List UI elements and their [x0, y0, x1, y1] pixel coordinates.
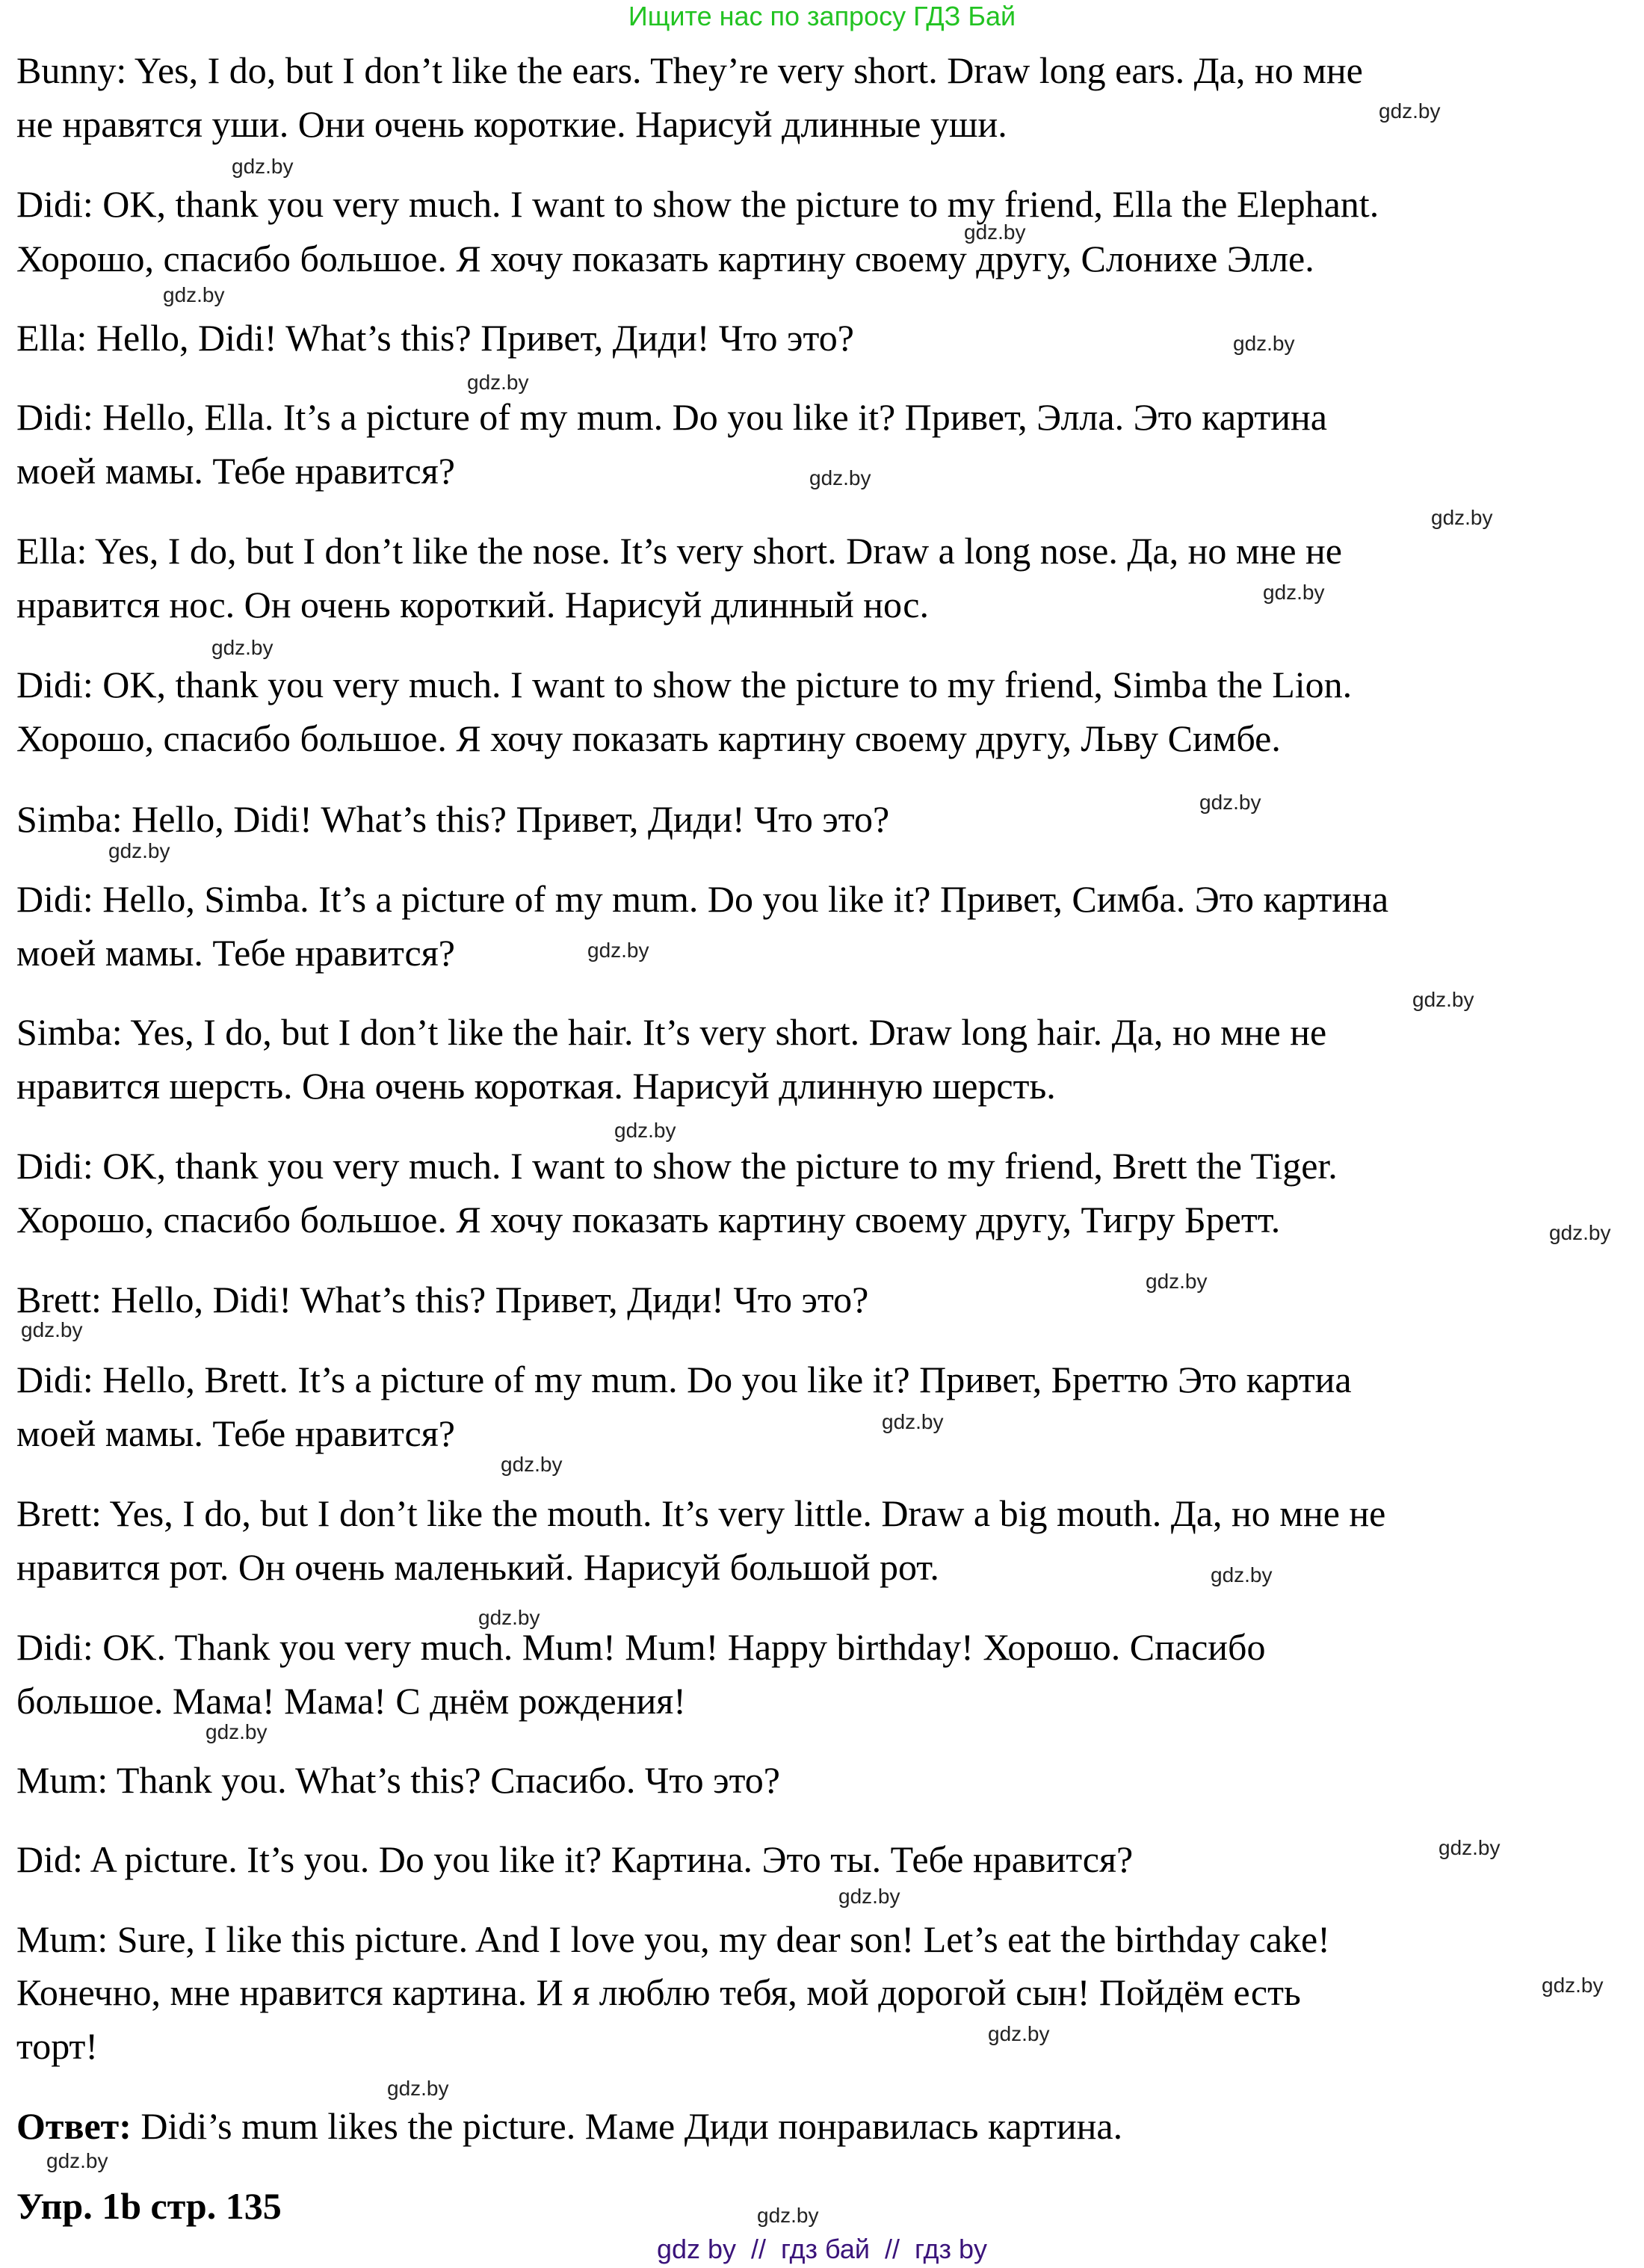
text-line: Simba: Hello, Didi! What’s this? Привет, Диди! Что это?: [16, 798, 890, 840]
answer-line: [16, 2104, 1122, 2148]
watermark: gdz.by: [478, 1606, 540, 1629]
text-line: Mum: Thank you. What’s this? Спасибо. Что это?: [16, 1759, 780, 1801]
text-line: Didi: Hello, Ella. It’s a picture of my mum. Do you like it? Привет, Элла. Это картина: [16, 396, 1327, 438]
text-line: торт!: [16, 2025, 99, 2067]
watermark: gdz.by: [838, 1885, 900, 1908]
text-line: нравится нос. Он очень короткий. Нарисуй длинный нос.: [16, 584, 929, 625]
watermark: gdz.by: [1146, 1270, 1208, 1293]
text-line: Didi: OK. Thank you very much. Mum! Mum! Happy birthday! Хорошо. Спасибо: [16, 1626, 1266, 1668]
text-line: Simba: Yes, I do, but I don’t like the hair. It’s very short. Draw long hair. Да, но мне не: [16, 1011, 1327, 1053]
text-line: Mum: Sure, I like this picture. And I love you, my dear son! Let’s eat the birthday cake!: [16, 1918, 1330, 1960]
watermark: gdz.by: [988, 2022, 1050, 2045]
answer-label: Ответ:: [16, 2105, 132, 2147]
watermark: gdz.by: [21, 1318, 83, 1341]
watermark: gdz.by: [206, 1720, 268, 1743]
watermark: gdz.by: [882, 1410, 944, 1433]
text-line: не нравятся уши. Они очень короткие. Нарисуй длинные уши.: [16, 103, 1007, 145]
text-line: большое. Мама! Мама! С днём рождения!: [16, 1680, 686, 1722]
text-line: Хорошо, спасибо большое. Я хочу показать картину своему другу, Тигру Бретт.: [16, 1199, 1281, 1240]
watermark: gdz.by: [1199, 791, 1261, 814]
text-line: Didi: Hello, Brett. It’s a picture of my mum. Do you like it? Привет, Бреттю Это картиа: [16, 1359, 1352, 1400]
footer-links: gdz by // гдз бай // гдз by: [656, 2234, 988, 2264]
text-line: Хорошо, спасибо большое. Я хочу показать картину своему другу, Льву Симбе.: [16, 717, 1281, 759]
text-line: Didi: Hello, Simba. It’s a picture of my mum. Do you like it? Привет, Симба. Это картина: [16, 878, 1389, 920]
watermark: gdz.by: [1431, 506, 1493, 529]
watermark: gdz.by: [46, 2149, 108, 2172]
text-line: Ella: Hello, Didi! What’s this? Привет, Диди! Что это?: [16, 317, 854, 359]
text-line: моей мамы. Тебе нравится?: [16, 450, 455, 492]
watermark: gdz.by: [1233, 332, 1295, 355]
watermark: gdz.by: [108, 839, 170, 862]
watermark: gdz.by: [1549, 1221, 1611, 1244]
text-line: нравится шерсть. Она очень короткая. Нарисуй длинную шерсть.: [16, 1065, 1056, 1107]
text-line: Bunny: Yes, I do, but I don’t like the ears. They’re very short. Draw long ears. Да, но мне: [16, 49, 1363, 91]
text-line: Хорошо, спасибо большое. Я хочу показать картину своему другу, Слонихе Элле.: [16, 238, 1314, 279]
watermark: gdz.by: [587, 939, 649, 962]
search-hint-banner: Ищите нас по запросу ГДЗ Бай: [628, 1, 1016, 31]
watermark: gdz.by: [964, 220, 1026, 244]
text-line: моей мамы. Тебе нравится?: [16, 1412, 455, 1454]
text-line: Brett: Hello, Didi! What’s this? Привет, Диди! Что это?: [16, 1279, 869, 1320]
answer-text: Didi’s mum likes the picture. Маме Диди понравилась картина.: [131, 2105, 1123, 2147]
watermark: gdz.by: [1542, 1974, 1604, 1997]
text-line: Ella: Yes, I do, but I don’t like the nose. It’s very short. Draw a long nose. Да, но мне не: [16, 530, 1342, 572]
watermark: gdz.by: [757, 2204, 819, 2227]
text-line: Brett: Yes, I do, but I don’t like the mouth. It’s very little. Draw a big mouth. Да, но мне не: [16, 1492, 1386, 1534]
watermark: gdz.by: [1211, 1563, 1273, 1586]
text-line: Didi: OK, thank you very much. I want to show the picture to my friend, Brett the Tiger.: [16, 1145, 1338, 1187]
watermark: gdz.by: [614, 1119, 676, 1142]
text-line: Did: A picture. It’s you. Do you like it? Картина. Это ты. Тебе нравится?: [16, 1838, 1134, 1880]
watermark: gdz.by: [467, 371, 529, 394]
text-line: моей мамы. Тебе нравится?: [16, 932, 455, 974]
watermark: gdz.by: [1263, 581, 1325, 604]
text-line: Didi: OK, thank you very much. I want to show the picture to my friend, Ella the Elephant.: [16, 183, 1379, 225]
watermark: gdz.by: [232, 155, 294, 178]
watermark: gdz.by: [1412, 988, 1474, 1011]
watermark: gdz.by: [809, 466, 871, 489]
watermark: gdz.by: [1379, 99, 1441, 123]
watermark: gdz.by: [211, 636, 274, 659]
watermark: gdz.by: [501, 1453, 563, 1476]
watermark: gdz.by: [387, 2077, 449, 2100]
watermark: gdz.by: [1438, 1836, 1501, 1859]
text-line: Didi: OK, thank you very much. I want to show the picture to my friend, Simba the Lion.: [16, 664, 1353, 705]
watermark: gdz.by: [163, 283, 225, 306]
text-line: Конечно, мне нравится картина. И я люблю тебя, мой дорогой сын! Пойдём есть: [16, 1971, 1301, 2013]
text-line: нравится рот. Он очень маленький. Нарисуй большой рот.: [16, 1546, 939, 1588]
next-exercise-heading: Упр. 1b стр. 135: [16, 2185, 282, 2227]
